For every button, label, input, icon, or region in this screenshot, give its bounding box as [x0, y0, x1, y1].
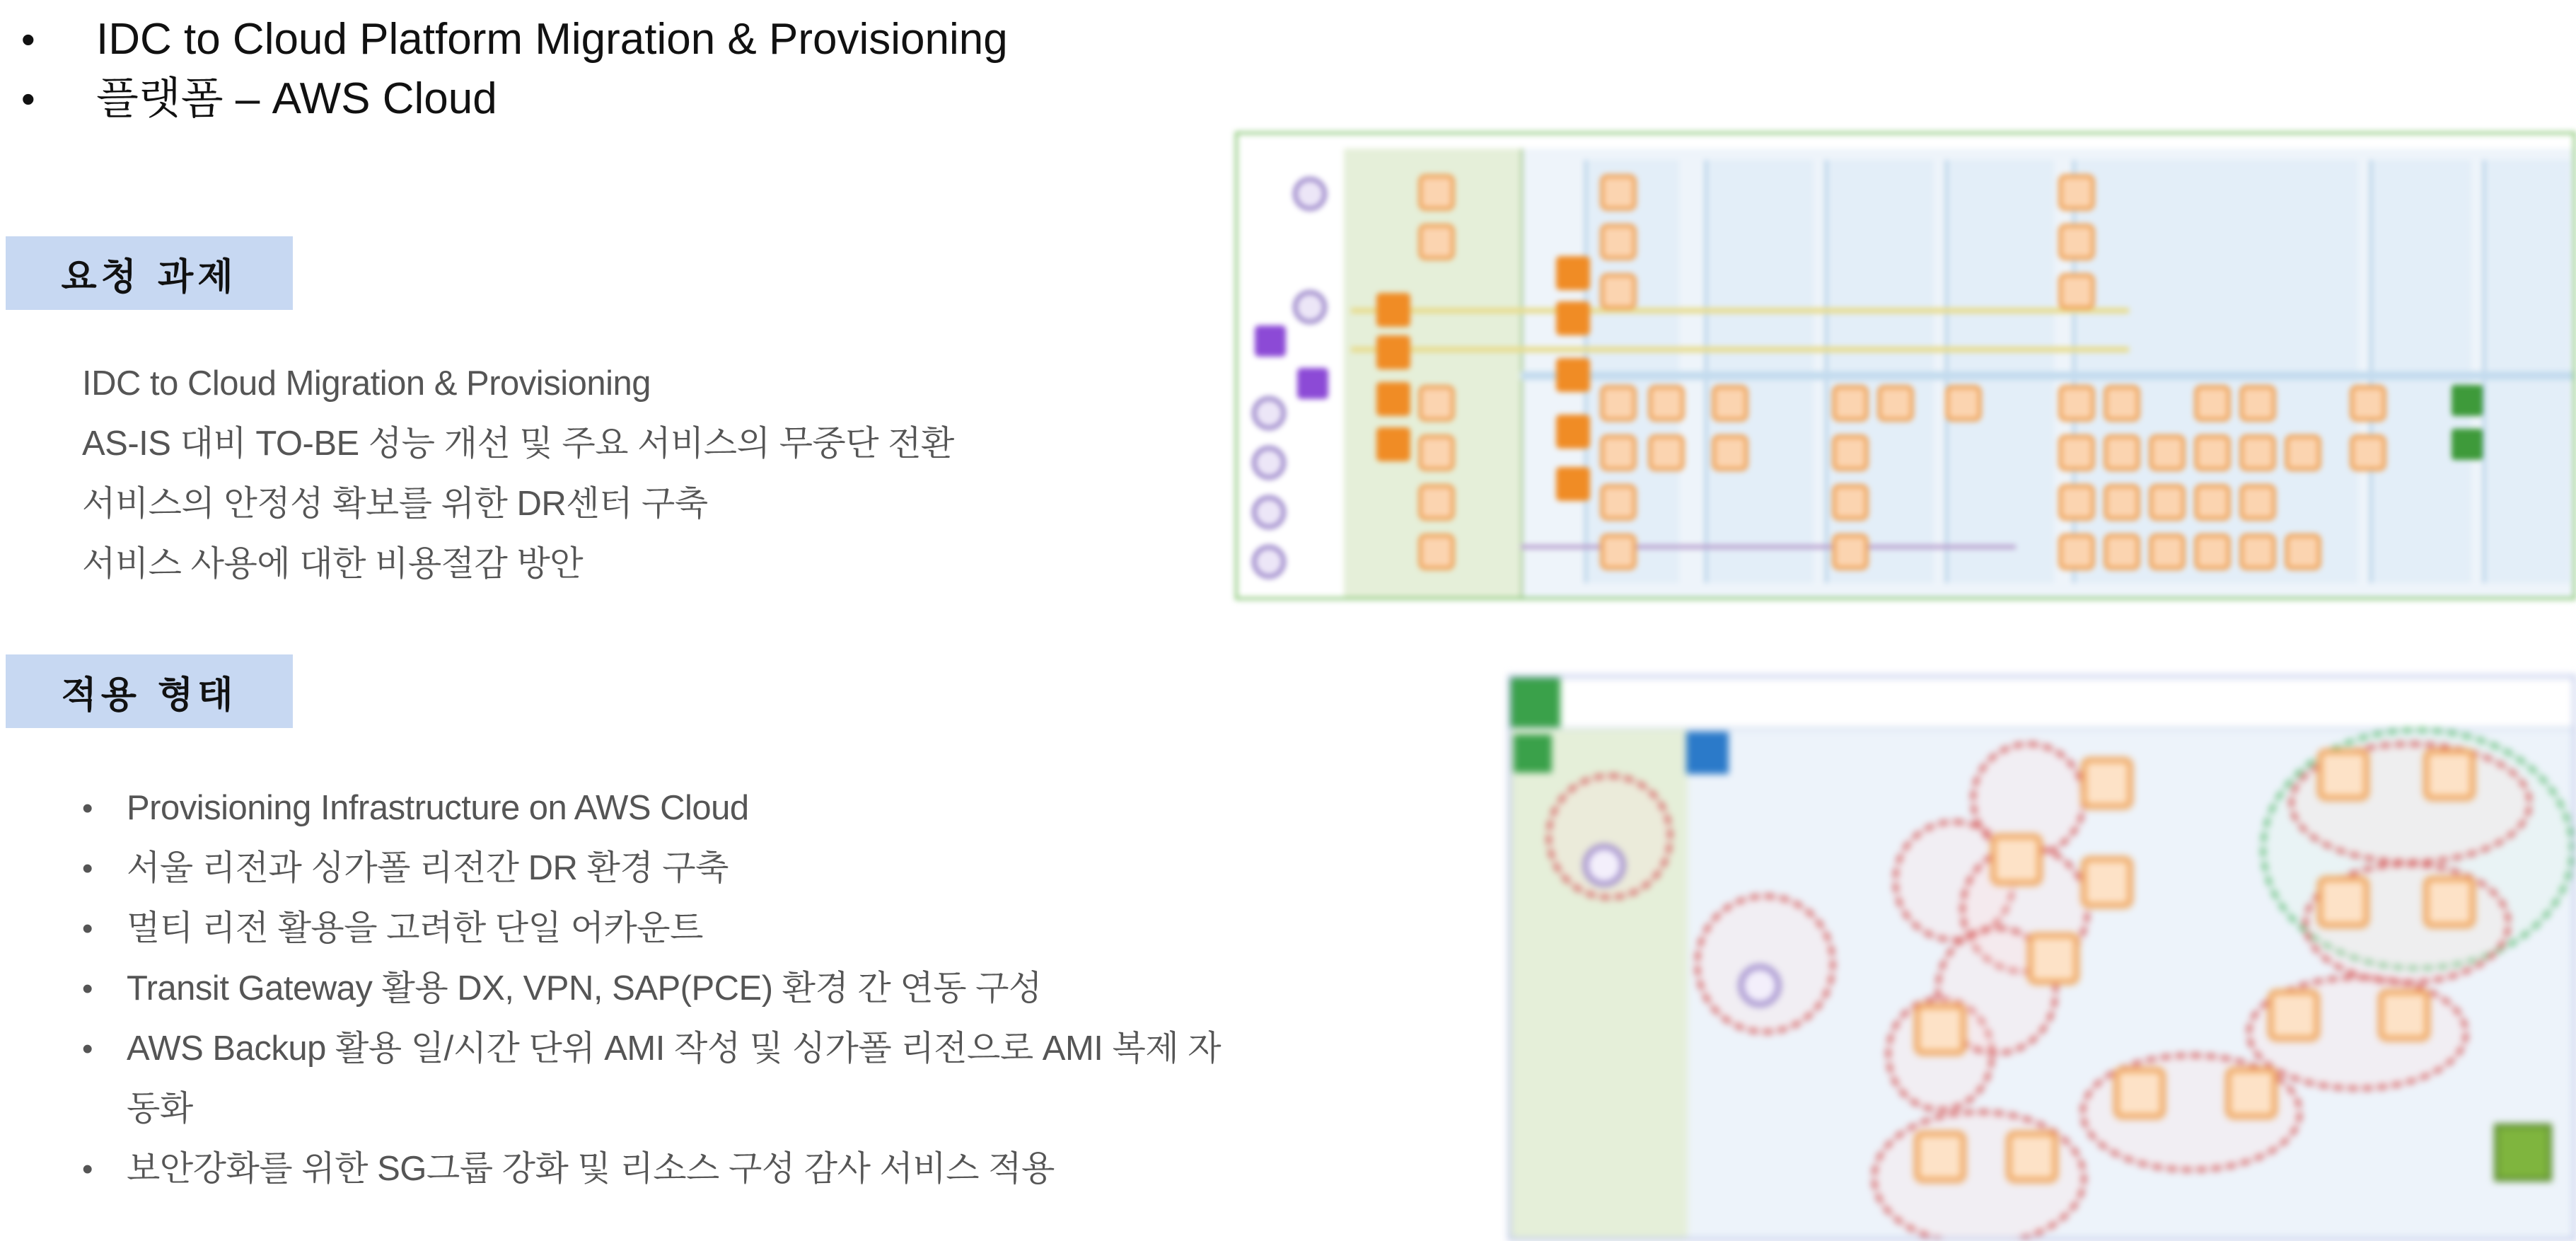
connector-line [1521, 545, 2016, 549]
instance-icon [1914, 1003, 1966, 1056]
instance-icon [2104, 484, 2140, 521]
endpoint-icon [1252, 495, 1286, 529]
instance-icon [1556, 256, 1590, 290]
instance-icon [1418, 385, 1455, 422]
architecture-diagram-image [1235, 132, 2576, 600]
router-icon [1297, 368, 1328, 399]
network-line [1521, 371, 2573, 380]
instance-icon [2378, 989, 2430, 1041]
instance-icon [2104, 434, 2140, 471]
header-bullet: • 플랫폼 – AWS Cloud [21, 69, 1008, 129]
vpc-header [1511, 678, 2573, 729]
connector-line [1351, 308, 2129, 313]
instance-icon [1418, 174, 1455, 211]
instance-icon [1832, 533, 1869, 570]
instance-icon [1418, 434, 1455, 471]
instance-icon [1600, 174, 1637, 211]
instance-icon [2423, 749, 2476, 801]
instance-icon [1556, 301, 1590, 335]
request-line: 서비스의 안정성 확보를 위한 DR센터 구축 [82, 485, 708, 523]
header-bullet: • IDC to Cloud Platform Migration & Provisioning [21, 10, 1008, 69]
gateway-icon [1293, 290, 1327, 324]
instance-icon [2058, 224, 2095, 260]
apply-section-tag: 적용 형태 [6, 654, 293, 728]
request-list [82, 354, 954, 594]
request-line: AS-IS 대비 TO-BE 성능 개선 및 주요 서비스의 무중단 전환 [82, 425, 954, 463]
instance-icon [2194, 385, 2231, 422]
apply-item: • AWS Backup 활용 일/시간 단위 AMI 작성 및 싱가폴 리전으로 AMI 복제 자동화 [82, 1019, 1242, 1139]
instance-icon [1990, 833, 2043, 886]
storage-icon [2494, 1124, 2552, 1182]
instance-icon [2317, 749, 2369, 801]
instance-icon [2081, 856, 2133, 908]
request-line: 서비스 사용에 대한 비용절감 방안 [82, 545, 584, 583]
private-subnet-icon [1686, 732, 1729, 774]
instance-icon [2285, 533, 2321, 570]
apply-item: • 보안강화를 위한 SG그룹 강화 및 리소스 구성 감사 서비스 적용 [82, 1139, 1242, 1199]
instance-icon [1712, 385, 1748, 422]
connector-line [1351, 347, 2129, 352]
endpoint-icon [1252, 545, 1286, 579]
load-balancer-icon [1376, 293, 1410, 327]
load-balancer-icon [1376, 335, 1410, 369]
instance-icon [2149, 533, 2186, 570]
instance-icon [2058, 533, 2095, 570]
instance-icon [2350, 434, 2386, 471]
instance-icon [2239, 484, 2276, 521]
instance-icon [1556, 358, 1590, 392]
instance-icon [1648, 434, 1685, 471]
load-balancer-icon [1583, 844, 1625, 887]
instance-icon [2268, 989, 2320, 1041]
instance-icon [2239, 385, 2276, 422]
instance-icon [1600, 434, 1637, 471]
instance-icon [2149, 434, 2186, 471]
instance-icon [1832, 434, 1869, 471]
public-subnet-icon [1514, 734, 1552, 773]
instance-icon [1712, 434, 1748, 471]
instance-icon [2149, 484, 2186, 521]
instance-icon [2058, 484, 2095, 521]
instance-icon [2113, 1067, 2166, 1119]
instance-icon [2194, 533, 2231, 570]
instance-icon [2027, 933, 2079, 985]
endpoint-icon [1252, 396, 1286, 430]
instance-icon [2058, 385, 2095, 422]
request-section-tag: 요청 과제 [6, 236, 293, 310]
instance-icon [2239, 434, 2276, 471]
instance-icon [2350, 385, 2386, 422]
instance-icon [2058, 273, 2095, 310]
gateway-icon [1293, 177, 1327, 211]
router-icon [1255, 325, 1286, 357]
subnet-diagram-image [1508, 675, 2576, 1241]
instance-icon [1418, 224, 1455, 260]
instance-icon [2081, 757, 2133, 809]
instance-icon [1648, 385, 1685, 422]
instance-icon [1832, 385, 1869, 422]
header-bullets [21, 10, 1008, 129]
instance-icon [1945, 385, 1982, 422]
instance-icon [1600, 224, 1637, 260]
instance-icon [1600, 273, 1637, 310]
instance-icon [2194, 484, 2231, 521]
instance-icon [1914, 1131, 1966, 1183]
request-line: IDC to Cloud Migration & Provisioning [82, 364, 651, 403]
apply-list [82, 778, 1242, 1199]
instance-icon [1600, 385, 1637, 422]
instance-icon [1877, 385, 1914, 422]
instance-icon [2058, 434, 2095, 471]
instance-icon [2194, 434, 2231, 471]
storage-icon [2452, 385, 2483, 416]
instance-icon [2285, 434, 2321, 471]
instance-icon [2239, 533, 2276, 570]
endpoint-icon [1252, 446, 1286, 480]
vpc-icon [1511, 678, 1560, 727]
instance-icon [2006, 1131, 2058, 1183]
instance-icon [1418, 484, 1455, 521]
load-balancer-icon [1376, 427, 1410, 461]
load-balancer-icon [1376, 382, 1410, 416]
apply-item: • Provisioning Infrastructure on AWS Cloud [82, 778, 1242, 838]
instance-icon [1556, 415, 1590, 449]
apply-item: • 서울 리전과 싱가폴 리전간 DR 환경 구축 [82, 838, 1242, 899]
instance-icon [2104, 533, 2140, 570]
public-subnet-area [1344, 149, 1523, 597]
instance-icon [1418, 533, 1455, 570]
instance-icon [1600, 484, 1637, 521]
availability-ring [1695, 894, 1835, 1034]
instance-icon [2423, 876, 2476, 928]
apply-item: • Transit Gateway 활용 DX, VPN, SAP(PCE) 환경 간 연동 구성 [82, 959, 1242, 1019]
storage-icon [2452, 429, 2483, 460]
instance-icon [2104, 385, 2140, 422]
instance-icon [2317, 876, 2369, 928]
instance-icon [2058, 174, 2095, 211]
instance-icon [1556, 467, 1590, 501]
load-balancer-icon [1739, 964, 1781, 1007]
apply-item: • 멀티 리전 활용을 고려한 단일 어카운트 [82, 899, 1242, 959]
instance-icon [1600, 533, 1637, 570]
instance-icon [1832, 484, 1869, 521]
instance-icon [2225, 1067, 2278, 1119]
